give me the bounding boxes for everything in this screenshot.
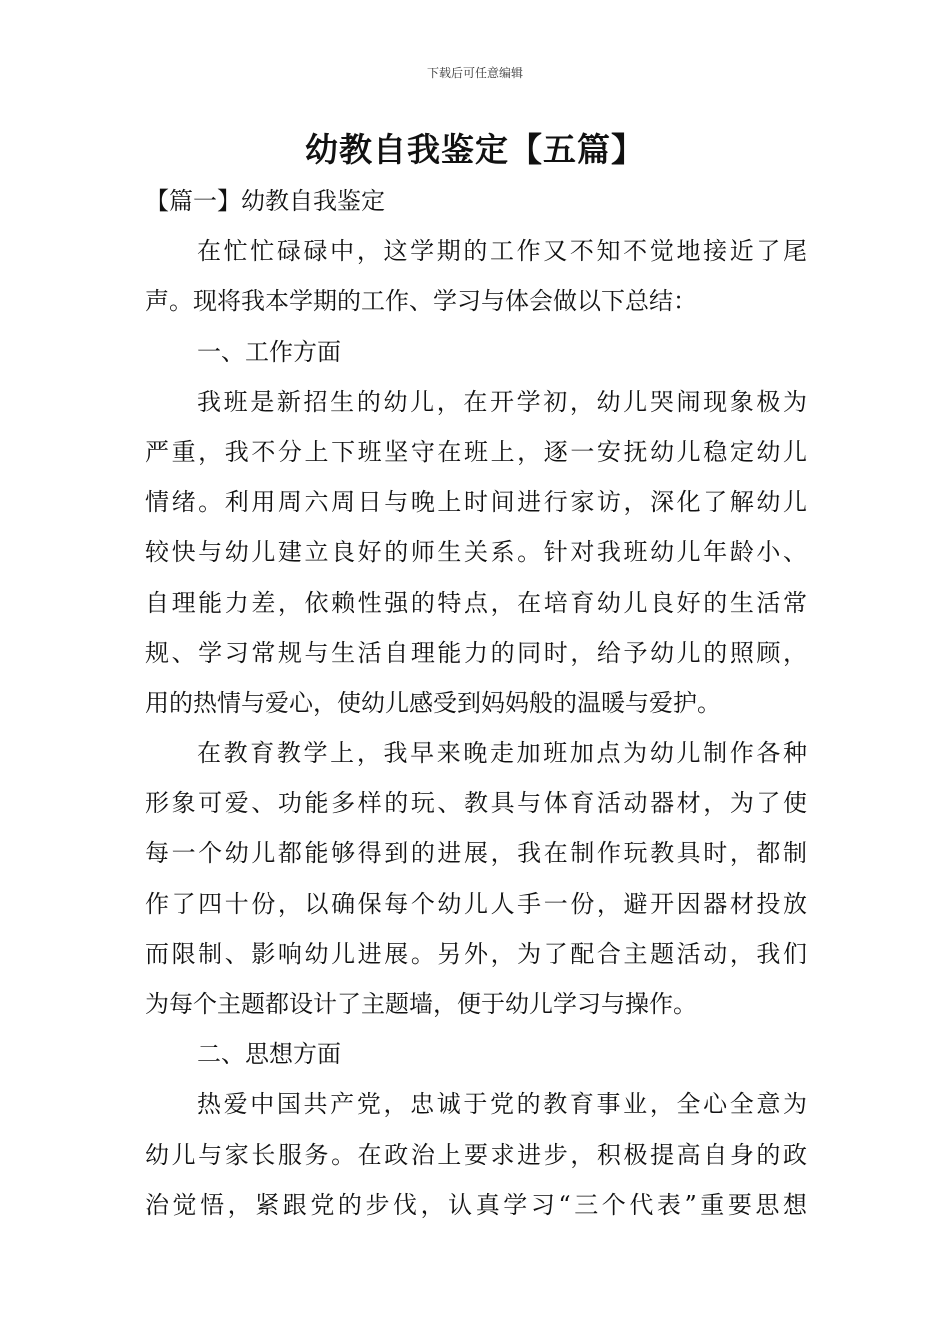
text-line: 而限制、影响幼儿进展。另外，为了配合主题活动，我们 [145,939,807,968]
text-line: 每一个幼儿都能够得到的进展，我在制作玩教具时，都制 [145,839,807,868]
header-note: 下载后可任意编辑 [426,66,523,80]
text-line: 用的热情与爱心，使幼儿感受到妈妈般的温暖与爱护。 [145,688,721,717]
text-line: 严重，我不分上下班坚守在班上，逐一安抚幼儿稳定幼儿 [145,437,807,466]
text-line: 形象可爱、功能多样的玩、教具与体育活动器材，为了使 [145,789,807,818]
text-line: 自理能力差，依赖性强的特点，在培育幼儿良好的生活常 [145,588,807,617]
text-line: 一、工作方面 [197,337,341,366]
document-title: 幼教自我鉴定【五篇】 [305,130,645,169]
text-line: 我班是新招生的幼儿，在开学初，幼儿哭闹现象极为 [197,387,807,416]
text-line: 二、思想方面 [197,1040,341,1069]
text-line: 较快与幼儿建立良好的师生关系。针对我班幼儿年龄小、 [145,538,807,567]
text-line: 在教育教学上，我早来晚走加班加点为幼儿制作各种 [197,739,807,768]
text-line: 情绪。利用周六周日与晚上时间进行家访，深化了解幼儿 [145,488,807,517]
document-body [145,176,807,1230]
text-line: 作了四十份，以确保每个幼儿人手一份，避开因器材投放 [145,889,807,918]
text-line: 治觉悟，紧跟党的步伐，认真学习“三个代表”重要思想 [145,1190,807,1219]
text-line: 在忙忙碌碌中，这学期的工作又不知不觉地接近了尾 [197,237,807,266]
text-line: 【篇一】幼教自我鉴定 [145,187,385,215]
text-line: 声。现将我本学期的工作、学习与体会做以下总结： [145,287,697,316]
text-line: 幼儿与家长服务。在政治上要求进步，积极提高自身的政 [145,1140,807,1169]
text-line: 为每个主题都设计了主题墙，便于幼儿学习与操作。 [145,990,697,1018]
text-line: 热爱中国共产党，忠诚于党的教育事业，全心全意为 [197,1090,807,1119]
text-line: 规、学习常规与生活自理能力的同时，给予幼儿的照顾， [145,638,807,667]
